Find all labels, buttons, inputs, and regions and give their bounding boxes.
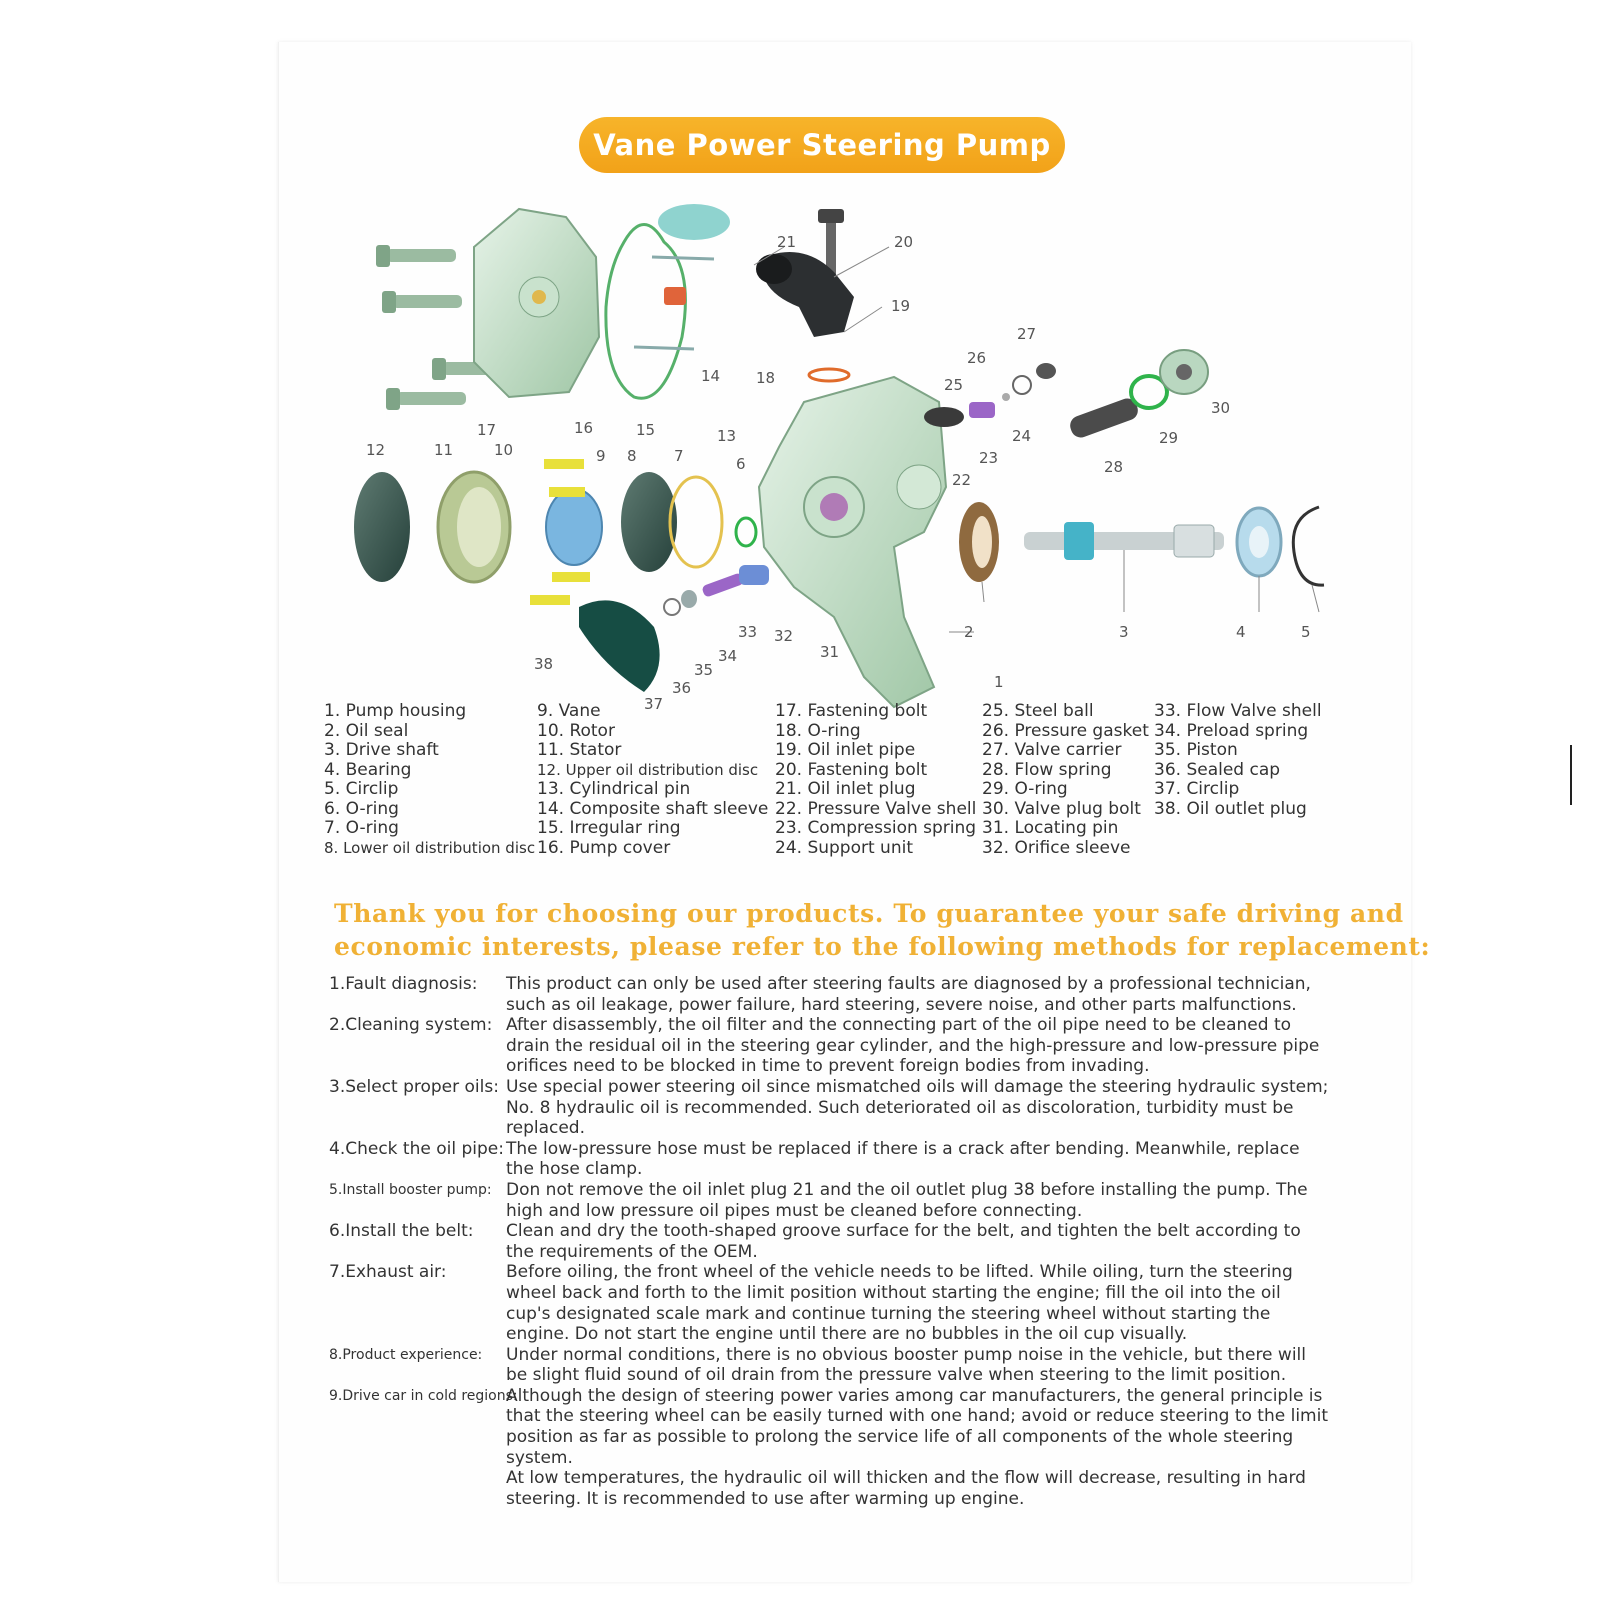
callout-29: 29 (1159, 429, 1179, 447)
instruction-label: 6.Install the belt: (329, 1221, 474, 1242)
callout-30: 30 (1211, 399, 1231, 417)
part-item: 33. Flow Valve shell (1154, 701, 1322, 721)
instruction-line: cup's designated scale mark and continue turning the steering wheel without starting the (506, 1303, 1271, 1324)
pump-housing (759, 377, 946, 707)
instruction-row (329, 974, 1389, 1015)
instruction-line: Use special power steering oil since mismatched oils will damage the steering hydraulic system; (506, 1076, 1329, 1097)
callout-34: 34 (718, 647, 738, 665)
instruction-row (329, 1221, 1389, 1262)
callout-6: 6 (736, 455, 746, 473)
callout-20: 20 (894, 233, 914, 251)
callout-16: 16 (574, 419, 594, 437)
part-item: 17. Fastening bolt (775, 701, 928, 721)
instruction-line: high and low pressure oil pipes must be cleaned before connecting. (506, 1200, 1083, 1221)
thank-you-heading (334, 897, 1431, 963)
callout-4: 4 (1236, 623, 1246, 641)
instruction-line: This product can only be used after steering faults are diagnosed by a professional technician, (506, 974, 1311, 994)
part-item: 2. Oil seal (324, 720, 409, 741)
part-item: 14. Composite shaft sleeve (537, 798, 769, 819)
instruction-line: that the steering wheel can be easily turned with one hand; avoid or reduce steering to the limit (506, 1406, 1329, 1427)
callout-17: 17 (477, 421, 497, 439)
part-item: 28. Flow spring (982, 759, 1112, 780)
part-item: 7. O-ring (324, 818, 399, 838)
callout-28: 28 (1104, 458, 1124, 476)
part-item: 10. Rotor (537, 720, 615, 741)
oil-inlet-plug (658, 204, 730, 240)
instruction-line: Clean and dry the tooth-shaped groove surface for the belt, and tighten the belt according to (506, 1221, 1301, 1242)
part-item: 6. O-ring (324, 798, 399, 819)
upper-oil-distribution-disc (354, 472, 410, 582)
callout-18: 18 (756, 369, 776, 387)
instruction-row (329, 1345, 1389, 1386)
instruction-row (329, 1015, 1389, 1077)
part-item: 36. Sealed cap (1154, 759, 1281, 780)
instruction-line: replaced. (506, 1118, 586, 1139)
callout-9: 9 (596, 447, 606, 465)
instruction-label: 5.Install booster pump: (329, 1181, 492, 1198)
part-item: 24. Support unit (775, 837, 913, 858)
flow-spring (1067, 396, 1140, 441)
rotor (546, 489, 602, 565)
thank-you-line-1: Thank you for choosing our products. To guarantee your safe driving and (334, 899, 1404, 928)
part-item: 29. O-ring (982, 779, 1068, 799)
part-item: 32. Orifice sleeve (982, 837, 1131, 858)
callout-23: 23 (979, 449, 999, 467)
instruction-line: such as oil leakage, power failure, hard steering, severe noise, and other parts malfunctions. (506, 994, 1297, 1015)
part-item: 25. Steel ball (982, 701, 1094, 721)
part-item: 20. Fastening bolt (775, 759, 928, 780)
callout-8: 8 (627, 447, 637, 465)
instruction-line: At low temperatures, the hydraulic oil will thicken and the flow will decrease, resulting in hard (506, 1468, 1306, 1489)
instruction-label: 7.Exhaust air: (329, 1262, 447, 1283)
part-item: 5. Circlip (324, 779, 399, 799)
parts-column-2 (537, 702, 768, 858)
instruction-line: orifices need to be blocked in time to prevent foreign bodies from invading. (506, 1056, 1150, 1077)
instruction-line: After disassembly, the oil filter and the connecting part of the oil pipe need to be cleaned to (506, 1015, 1292, 1036)
part-item: 27. Valve carrier (982, 740, 1122, 760)
parts-column-1 (324, 702, 535, 858)
instruction-line: The low-pressure hose must be replaced if there is a crack after bending. Meanwhile, replace (506, 1138, 1300, 1159)
instruction-label: 3.Select proper oils: (329, 1076, 499, 1097)
part-item: 31. Locating pin (982, 818, 1119, 838)
part-item: 23. Compression spring (775, 818, 977, 838)
part-item: 13. Cylindrical pin (537, 779, 691, 799)
callout-36: 36 (672, 679, 692, 697)
callout-22: 22 (952, 471, 972, 489)
instruction-label: 9.Drive car in cold regions: (329, 1387, 518, 1404)
callout-33: 33 (738, 623, 758, 641)
part-item: 16. Pump cover (537, 837, 671, 858)
instruction-line: engine. Do not start the engine until there are no bubbles in the oil cup visually. (506, 1324, 1188, 1345)
parts-column-4 (982, 702, 1149, 858)
callout-35: 35 (694, 661, 714, 679)
callout-2: 2 (964, 623, 974, 641)
instruction-line: steering. It is recommended to use after warming up engine. (506, 1488, 1025, 1509)
callout-7: 7 (674, 447, 684, 465)
instruction-text (506, 974, 1389, 1015)
instruction-row (329, 1262, 1389, 1344)
callout-21: 21 (777, 233, 797, 251)
part-item: 26. Pressure gasket (982, 720, 1149, 741)
irregular-ring (606, 225, 686, 399)
instruction-line: wheel back and forth to the limit position without starting the engine; fill the oil into the oil (506, 1282, 1281, 1303)
instruction-text (506, 1139, 1389, 1180)
instruction-line: position as far as possible to prolong the service life of all components of the whole steering (506, 1427, 1294, 1448)
instruction-text (506, 1180, 1389, 1221)
instruction-label: 4.Check the oil pipe: (329, 1138, 504, 1159)
parts-list (324, 702, 1394, 902)
part-item: 8. Lower oil distribution disc (324, 838, 536, 857)
pump-exploded-drawing (334, 187, 1374, 732)
callout-31: 31 (820, 643, 840, 661)
callout-13: 13 (717, 427, 737, 445)
instruction-line: Although the design of steering power varies among car manufacturers, the general principle is (506, 1385, 1323, 1406)
callout-1: 1 (994, 673, 1004, 691)
callout-37: 37 (644, 695, 664, 713)
instruction-text (506, 1015, 1389, 1077)
part-item: 21. Oil inlet plug (775, 779, 916, 799)
part-item: 4. Bearing (324, 759, 412, 780)
instruction-line: Don not remove the oil inlet plug 21 and the oil outlet plug 38 before installing the pump. The (506, 1179, 1308, 1200)
exploded-view-diagram (334, 187, 1374, 732)
circlip (1293, 507, 1324, 585)
instruction-row (329, 1139, 1389, 1180)
part-item: 1. Pump housing (324, 701, 467, 721)
instruction-line: be slight fluid sound of oil drain from the pressure valve when steering to the limit position. (506, 1365, 1287, 1386)
callout-32: 32 (774, 627, 794, 645)
instruction-row (329, 1077, 1389, 1139)
instruction-line: the requirements of the OEM. (506, 1241, 758, 1262)
instruction-line: Under normal conditions, there is no obvious booster pump noise in the vehicle, but there will (506, 1344, 1306, 1365)
part-item: 34. Preload spring (1154, 720, 1309, 741)
instruction-line: system. (506, 1447, 573, 1468)
instruction-row (329, 1386, 1389, 1510)
part-item: 12. Upper oil distribution disc (537, 760, 759, 779)
part-item: 37. Circlip (1154, 779, 1240, 799)
instruction-line: Before oiling, the front wheel of the vehicle needs to be lifted. While oiling, turn the steering (506, 1262, 1293, 1283)
callout-10: 10 (494, 441, 514, 459)
instruction-text (506, 1221, 1389, 1262)
callout-11: 11 (434, 441, 454, 459)
callout-24: 24 (1012, 427, 1032, 445)
callout-19: 19 (891, 297, 911, 315)
part-item: 19. Oil inlet pipe (775, 740, 916, 760)
instruction-text (506, 1345, 1389, 1386)
instruction-row (329, 1180, 1389, 1221)
oil-outlet-plug (579, 600, 660, 692)
replacement-instructions (329, 974, 1389, 1509)
instruction-line: drain the residual oil in the steering gear cylinder, and the high-pressure and low-pressure pipe (506, 1035, 1320, 1056)
callout-5: 5 (1301, 623, 1311, 641)
instruction-line: No. 8 hydraulic oil is recommended. Such deteriorated oil as discoloration, turbidity must be (506, 1097, 1294, 1118)
callout-12: 12 (366, 441, 386, 459)
page-edge-mark (1570, 745, 1572, 805)
parts-column-5 (1154, 702, 1322, 819)
instruction-text (506, 1077, 1389, 1139)
part-item: 22. Pressure Valve shell (775, 798, 977, 819)
part-item: 9. Vane (537, 701, 601, 721)
composite-shaft-sleeve (664, 287, 686, 305)
part-item: 11. Stator (537, 740, 622, 760)
callout-15: 15 (636, 421, 656, 439)
part-item: 18. O-ring (775, 720, 861, 741)
callout-27: 27 (1017, 325, 1037, 343)
instruction-text (506, 1262, 1389, 1344)
instruction-label: 8.Product experience: (329, 1346, 483, 1363)
callout-26: 26 (967, 349, 987, 367)
part-item: 30. Valve plug bolt (982, 798, 1141, 819)
instruction-label: 2.Cleaning system: (329, 1015, 493, 1036)
instruction-text (506, 1386, 1389, 1510)
part-item: 15. Irregular ring (537, 818, 681, 838)
parts-column-3 (775, 702, 976, 858)
page-title: Vane Power Steering Pump (579, 117, 1065, 173)
callout-14: 14 (701, 367, 721, 385)
callout-25: 25 (944, 376, 964, 394)
instruction-label: 1.Fault diagnosis: (329, 974, 478, 994)
callout-38: 38 (534, 655, 554, 673)
instruction-line: the hose clamp. (506, 1159, 643, 1180)
thank-you-line-2: economic interests, please refer to the following methods for replacement: (334, 932, 1431, 961)
part-item: 38. Oil outlet plug (1154, 798, 1307, 819)
part-item: 35. Piston (1154, 740, 1238, 760)
instruction-sheet (278, 42, 1431, 1582)
callout-3: 3 (1119, 623, 1129, 641)
part-item: 3. Drive shaft (324, 740, 439, 760)
